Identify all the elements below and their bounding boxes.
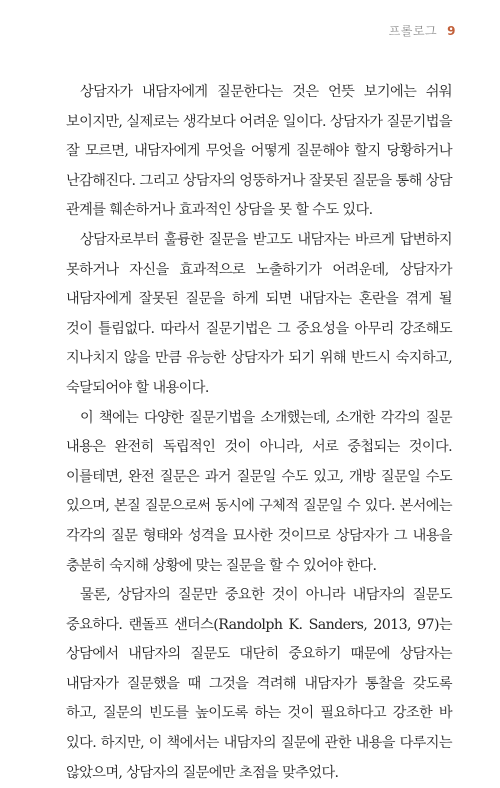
body-text [66, 78, 452, 788]
paragraph-4: 물론, 상담자의 질문만 중요한 것이 아니라 내담자의 질문도 중요하다. 랜돌프 샌더스(Randolph K. Sanders, 2013, 97)는 상담에서 내담자의 질문도 대단히 중요하기 때문에 상담자는 내담자가 질문했을 때 그것을 격려해 내담자가 통찰을 갖도록 하고, 질문의 빈도를 높이도록 하는 것이 필요하다고 강조한 바 있다. 하지만, 이 책에서는 내담자의 질문에 관한 내용을 다루지는 않았으며, 상담자의 질문에만 초점을 맞추었다. [66, 587, 452, 781]
page-number: 9 [447, 24, 456, 38]
paragraph-2: 상담자로부터 훌륭한 질문을 받고도 내담자는 바르게 답변하지 못하거나 자신을 효과적으로 노출하기가 어려운데, 상담자가 내담자에게 잘못된 질문을 하게 되면 내담자는 혼란을 겪게 될 것이 틀림없다. 따라서 질문기법은 그 중요성을 아무리 강조해도 지나치지 않을 만큼 유능한 상담자가 되기 위해 반드시 숙지하고, 숙달되어야 할 내용이다. [66, 231, 452, 396]
chapter-title: 프롤로그 [388, 24, 438, 38]
paragraph-1: 상담자가 내담자에게 질문한다는 것은 언뜻 보기에는 쉬워 보이지만, 실제로는 생각보다 어려운 일이다. 상담자가 질문기법을 잘 모르면, 내담자에게 무엇을 어떻게 질문해야 할지 당황하거나 난감해진다. 그리고 상담자의 엉뚱하거나 잘못된 질문을 통해 상담 관계를 훼손하거나 효과적인 상담을 못 할 수도 있다. [66, 84, 452, 219]
paragraph-3: 이 책에는 다양한 질문기법을 소개했는데, 소개한 각각의 질문 내용은 완전히 독립적인 것이 아니라, 서로 중첩되는 것이다. 이를테면, 완전 질문은 과거 질문일 수도 있고, 개방 질문일 수도 있으며, 본질 질문으로써 동시에 구체적 질문일 수 있다. 본서에는 각각의 질문 형태와 성격을 묘사한 것이므로 상담자가 그 내용을 충분히 숙지해 상황에 맞는 질문을 할 수 있어야 한다. [66, 409, 452, 574]
running-header [389, 22, 456, 39]
